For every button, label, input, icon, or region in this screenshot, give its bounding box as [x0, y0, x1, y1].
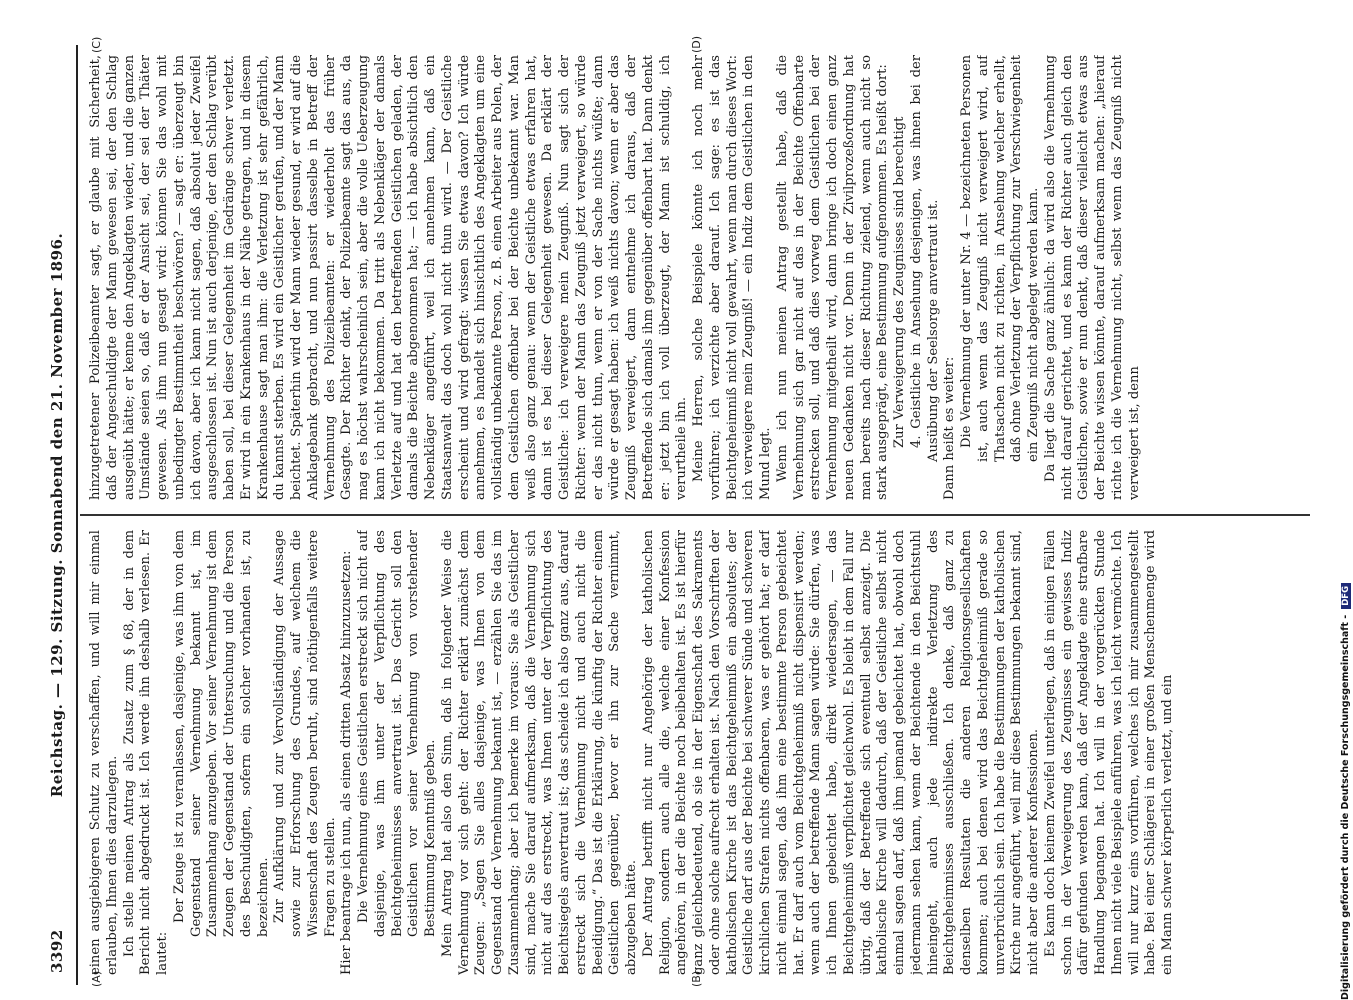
paragraph: Wenn ich nun meinen Antrag gestellt habe, daß die Vernehmung sich gar nicht auf das in der Beichte Offenbarte erstrecken soll, und daß dies vorweg dem Geistlichen bei der Vernehmung mitgetheilt wird, dann bringe ich doch einen ganz neuen Gedanken nicht vor. Denn in der Zivilprozeßordnung hat man bereits nach dieser Richtung zielend, wenn auch nicht so stark ausgeprägt, eine Bestimmung aufgenommen. Es heißt dort: — [774, 55, 891, 500]
paragraph: Hier beantrage ich nun, als einen dritten Absatz hinzuzusetzen: — [339, 550, 355, 975]
quoted-paragraph: Die Vernehmung der unter Nr. 4 — bezeichneten Personen ist, auch wenn das Zeugniß nicht verweigert wird, auf Thatsachen nicht zu richten, in Ansehung welcher erhellt, daß ohne Verletzung der Verpflichtung zur Verschwiegenheit ein Zeugniß nicht abgelegt werden kann. — [959, 55, 1041, 462]
quoted-block — [172, 530, 340, 937]
margin-mark-d: (D) — [690, 35, 703, 53]
digitization-text: Digitalisierung gefördert durch die Deutsche Forschungsgemeinschaft - — [1340, 614, 1351, 1000]
quoted-paragraph: 4. Geistliche in Ansehung desjenigen, was ihnen bei der Ausübung der Seelsorge anvertraut ist. — [908, 55, 941, 462]
quoted-block — [959, 55, 1043, 462]
paragraph: Der Antrag betrifft nicht nur Angehörige der katholischen Religion, sondern auch alle die, welche einer Konfession angehören, in der die Beichte noch beibehalten ist. Es ist hierfür ganz gleichbedeutend, ob sie in der Eigenschaft des Sakraments oder ohne solche aufrecht erhalten ist. Nach den Vorschriften der katholischen Kirche ist das Beichtgeheimniß ein absolutes; der Geistliche darf aus der Beichte bei schwerer Sünde und schweren kirchlichen Strafen nichts offenbaren, was er gehört hat; er darf nicht einmal sagen, daß ihm eine bestimmte Person gebeichtet hat. Er darf auch vom Beichtgeheimniß nicht dispensirt werden; wenn auch der betreffende Mann sagen würde: Sie dürfen, was ich Ihnen gebeichtet habe, direkt wiedersagen, — das Beichtgeheimniß verpflichtet gleichwohl. Es bleibt in dem Fall nur übrig, daß der Betreffende sich eventuell selbst anzeigt. Die katholische Kirche will dadurch, daß der Geistliche selbst nicht einmal sagen darf, daß ihm jemand gebeichtet hat, obwohl doch jedermann sehen kann, wenn der Beichtende in den Beichtstuhl hineingeht, auch jede indirekte Verletzung des Beichtgeheimnisses ausschließen. Ich denke, daß ganz zu denselben Resultaten die anderen Religionsgesellschaften kommen; auch bei denen wird das Beichtgeheimniß gerade so unverbrüchlich sein. Ich habe die Bestimmungen der katholischen Kirche nur angeführt, weil mir diese Bestimmungen bekannt sind, nicht aber die anderer Konfessionen. — [640, 530, 1041, 975]
header-rule — [76, 45, 78, 985]
quoted-block — [356, 530, 440, 937]
paragraph: Ich stelle meinen Antrag als Zusatz zum § 68, der in dem Bericht nicht abgedruckt ist. Ich werde ihn deshalb verlesen. Er lautet: — [121, 530, 170, 975]
paragraph: Dann heißt es weiter: — [942, 356, 958, 500]
dfg-logo: DFG — [1341, 583, 1351, 609]
quoted-paragraph: Zur Aufklärung und zur Vervollständigung der Aussage sowie zur Erforschung des Grundes, auf welchem die Wissenschaft des Zeugen beruht, sind nöthigenfalls weitere Fragen zu stellen. — [272, 530, 338, 937]
quoted-block — [892, 55, 942, 462]
right-column — [88, 55, 1298, 500]
paragraph: einen ausgiebigeren Schutz zu verschaffen, und will mir einmal erlauben, Ihnen dies darzulegen. — [88, 530, 120, 975]
paragraph: Es kann doch keinem Zweifel unterliegen, daß in einigen Fällen schon in der Verweigerung des Zeugnisses ein gewisses Indiz dafür gefunden werden kann, daß der Angeklagte eine strafbare Handlung begangen hat. Ich will in der vorgerückten Stunde Ihnen nicht viele Beispiele anführen, was ich leicht vermöchte. Ich will nur kurz eins vorführen, welches ich mir zusammengestellt habe. Bei einer Schlägerei in einer großen Menschenmenge wird ein Mann schwer körperlich verletzt, und ein — [1042, 530, 1175, 975]
margin-mark-c: (C) — [90, 36, 103, 53]
quoted-paragraph: Die Vernehmung eines Geistlichen erstreckt sich nicht auf dasjenige, was ihm unter der Verpflichtung des Beichtgeheimnisses anvertraut ist. Das Gericht soll den Geistlichen vor seiner Vernehmung von vorstehender Bestimmung Kenntniß geben. — [356, 530, 438, 937]
left-column — [88, 530, 1298, 975]
page-number: 3392 — [48, 929, 66, 973]
digitization-note — [1340, 583, 1351, 1000]
quoted-paragraph: Der Zeuge ist zu veranlassen, dasjenige, was ihm von dem Gegenstand seiner Vernehmung bekannt ist, im Zusammenhang anzugeben. Vor seiner Vernehmung ist dem Zeugen der Gegenstand der Untersuchung und die Person des Beschuldigten, sofern ein solcher vorhanden ist, zu bezeichnen. — [171, 530, 271, 937]
quoted-paragraph: Zur Verweigerung des Zeugnisses sind berechtigt — [892, 116, 907, 448]
paragraph: Meine Herren, solche Beispiele könnte ich noch mehr vorführen; ich verzichte aber darauf. Ich sage: es ist das Beichtgeheimniß nicht voll gewahrt, wenn man durch dieses Wort: ich verweigere mein Zeugniß! — ein Indiz dem Geistlichen in den Mund legt. — [691, 55, 773, 500]
page-header — [40, 45, 74, 985]
page-title: Reichstag. — 129. Sitzung. Sonnabend den 21. November 1896. — [48, 232, 66, 798]
column-divider — [80, 514, 1310, 516]
margin-mark-a: (A) — [90, 970, 103, 987]
paragraph: hinzugetretener Polizeibeamter sagt, er glaube mit Sicherheit, daß der Angeschuldigte der Mann gewesen sei, der den Schlag ausgeübt hätte; er kenne den Angeklagten wieder, und die ganzen Umstände seien so, daß er der Ansicht sei, der sei der Thäter gewesen. Als ihm nun gesagt wird: können Sie das wohl mit unbedingter Bestimmtheit beschwören? — sagt er: überzeugt bin ich davon, aber ich kann nicht sagen, daß absolut jeder Zweifel ausgeschlossen ist. Nun ist auch derjenige, der den Schlag verübt haben soll, bei dieser Gelegenheit im Gedränge schwer verletzt. Er wird in ein Krankenhaus in der Nähe getragen, und in diesem Krankenhause sagt man ihm: die Verletzung ist sehr gefährlich, du kannst sterben. Es wird ein Geistlicher gerufen, und der Mann beichtet. Späterhin wird der Mann wieder gesund, er wird auf die Anklagebank gebracht, und nun passirt dasselbe in Betreff der Vernehmung des Polizeibeamten: er wiederholt das früher Gesagte. Der Richter denkt, der Polizeibeamte sagt das aus, da mag es höchst wahrscheinlich sein, aber die volle Ueberzeugung kann ich nicht bekommen. Da tritt als Nebenkläger der damals Verletzte auf und hat den betreffenden Geistlichen geladen, der damals die Beichte abgenommen hat; — ich habe absichtlich den Nebenkläger angeführt, weil ich annehmen kann, daß ein Staatsanwalt das doch wohl nicht thun wird. — Der Geistliche erscheint und wird gefragt: wissen Sie etwas davon? Ich würde annehmen, es handelt sich hinsichtlich des Angeklagten um eine vollständig unbekannte Person, z. B. einen Arbeiter aus Polen, der dem Geistlichen offenbar bei der Beichte unbekannt war. Man weiß also ganz genau: wenn der Geistliche etwas erfahren hat, dann ist es bei dieser Gelegenheit gewesen. Da erklärt der Geistliche: ich verweigere mein Zeugniß. Nun sagt sich der Richter: wenn der Mann das Zeugniß jetzt verweigert, so würde er das nicht thun, wenn er von der Sache nichts wüßte; dann würde er gesagt haben: ich weiß nichts davon; wenn er aber das Zeugniß verweigert, dann entnehme ich daraus, daß der Betreffende sich damals ihm gegenüber offenbart hat. Dann denkt er: jetzt bin ich voll überzeugt, der Mann ist schuldig, ich verurtheile ihn. — [88, 55, 690, 500]
rotated-page — [40, 35, 1310, 987]
paragraph: Da liegt die Sache ganz ähnlich: da wird also die Vernehmung nicht darauf gerichtet, und es kann der Richter auch gleich den Geistlichen, sowie er nun denkt, daß dieser vielleicht etwas aus der Beichte wissen könnte, darauf aufmerksam machen: „hierauf richte ich die Vernehmung nicht, selbst wenn das Zeugniß nicht verweigert ist, denn — [1042, 55, 1142, 500]
paragraph: Mein Antrag hat also den Sinn, daß in folgender Weise die Vernehmung vor sich geht: der Richter erklärt zunächst dem Zeugen: „Sagen Sie alles dasjenige, was Ihnen von dem Gegenstand der Vernehmung bekannt ist, — erzählen Sie das im Zusammenhang; aber ich bemerke im voraus: Sie als Geistlicher sind, mache Sie darauf aufmerksam, daß die Vernehmung sich nicht auf das erstreckt, was Ihnen unter der Verpflichtung des Beichtsiegels anvertraut ist; das scheide ich also ganz aus, darauf erstreckt sich die Vernehmung nicht und auch nicht die Beeidigung.“ Das ist die Erklärung, die künftig der Richter einem Geistlichen gegenüber, bevor er ihn zur Sache vernimmt, abzugeben hätte. — [439, 530, 639, 975]
margin-mark-b: (B) — [690, 970, 703, 987]
